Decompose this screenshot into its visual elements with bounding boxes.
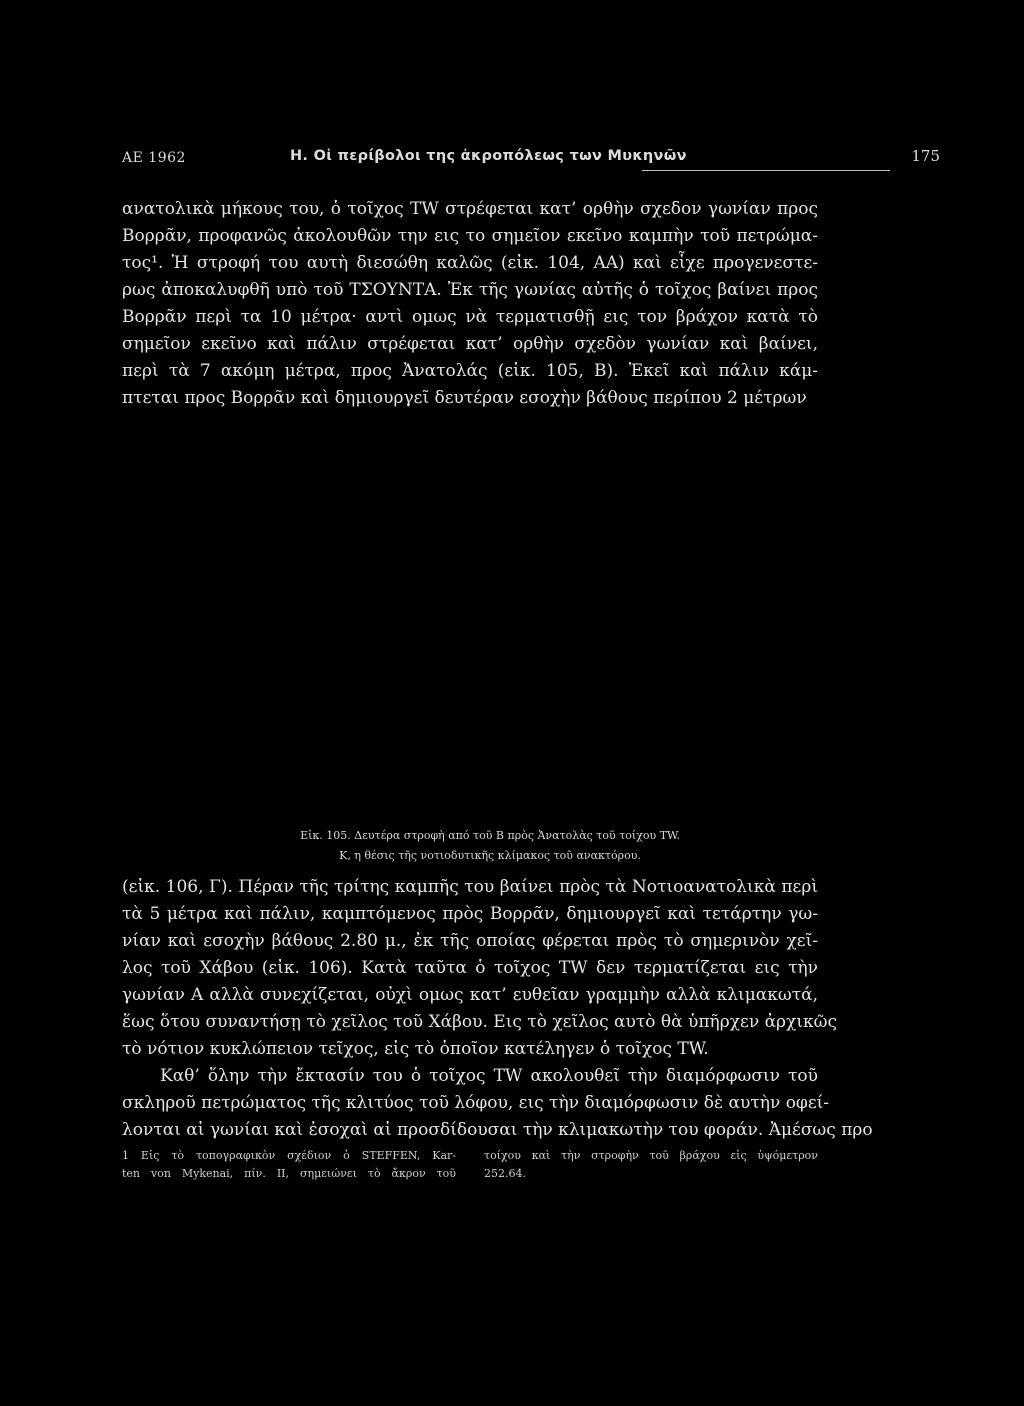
footnote-column-left — [122, 1147, 456, 1183]
body-text-bottom — [122, 874, 873, 1144]
footnote-line: τοίχου καὶ τὴν στροφὴν τοῦ βράχου εἰς ὑψόμετρον — [484, 1149, 818, 1162]
page-number: 175 — [911, 147, 940, 165]
text-line: (εἰκ. 106, Γ). Πέραν τῆς τρίτης καμπῆς του βαίνει πρὸς τὰ Νοτιοανατολικὰ περὶ — [122, 877, 818, 897]
text-line: σκληροῦ πετρώματος τῆς κλιτύος τοῦ λόφου, εις τὴν διαμόρφωσιν δὲ αυτὴν οφεί- — [122, 1093, 830, 1113]
running-title: Η. Οἱ περίβολοι της ἀκροπόλεως των Μυκηνῶν — [290, 148, 687, 164]
text-line: ἕως ὅτου συναντήσῃ τὸ χεῖλος τοῦ Χάβου. Εις τὸ χεῖλος αυτὸ θὰ ὑπῆρχεν ἀρχικῶς — [122, 1012, 838, 1032]
text-line: ρως ἀποκαλυφθῆ υπὸ τοῦ ΤΣΟΥΝΤΑ. Ἐκ τῆς γωνίας αὐτῆς ὁ τοῖχος βαίνει προς — [122, 280, 818, 300]
text-line: περὶ τὰ 7 ακόμη μέτρα, προς Ἀνατολάς (εἰκ. 105, Β). Ἐκεῖ καὶ πάλιν κάμ- — [122, 361, 818, 381]
text-line: πτεται προς Βορρᾶν καὶ δημιουργεῖ δευτέραν εσοχὴν βάθους περίπου 2 μέτρων — [122, 388, 807, 408]
caption-line: Εἰκ. 105. Δευτέρα στροφὴ από τοῦ Β πρὸς Ἀνατολὰς τοῦ τοίχου TW. — [300, 829, 680, 842]
running-header — [122, 147, 940, 172]
text-line: τος¹. Ἡ στροφή του αυτὴ διεσώθη καλῶς (εἰκ. 104, ΑΑ) καὶ εἶχε προγενεστε- — [122, 253, 818, 273]
text-line: Βορρᾶν, προφανῶς ἀκολουθῶν την εις το σημεῖον εκεῖνο καμπὴν τοῦ πετρώμα- — [122, 226, 818, 246]
text-line: τὰ 5 μέτρα καὶ πάλιν, καμπτόμενος πρὸς Βορρᾶν, δημιουργεῖ καὶ τετάρτην γω- — [122, 904, 818, 924]
body-text-top — [122, 196, 818, 412]
caption-line: Κ, η θέσις τῆς νοτιοδυτικῆς κλίμακος τοῦ ανακτόρου. — [339, 849, 641, 862]
text-line: λος τοῦ Χάβου (εἰκ. 106). Κατὰ ταῦτα ὁ τοῖχος TW δεν τερματίζεται εις τὴν — [122, 958, 818, 978]
text-line: νίαν καὶ εσοχὴν βάθους 2.80 μ., ἐκ τῆς οποίας φέρεται πρὸς τὸ σημερινὸν χεῖ- — [122, 931, 818, 951]
footnote-column-right — [484, 1147, 818, 1183]
journal-label: ΑΕ 1962 — [122, 150, 186, 166]
figure-105-image — [122, 412, 818, 812]
text-line: τὸ νότιον κυκλώπειον τεῖχος, εἰς τὸ ὁποῖον κατέληγεν ὁ τοῖχος TW. — [122, 1039, 709, 1059]
text-line: ανατολικὰ μήκους του, ὁ τοῖχος TW στρέφεται κατ’ ορθὴν σχεδον γωνίαν προς — [122, 199, 818, 219]
footnote-line: 252.64. — [484, 1167, 526, 1180]
text-line: γωνίαν Α αλλὰ συνεχίζεται, οὐχὶ ομως κατ’ ευθεῖαν γραμμὴν αλλὰ κλιμακωτά, — [122, 985, 818, 1005]
header-rule — [642, 170, 890, 171]
text-line: λονται αἱ γωνίαι καὶ ἐσοχαὶ αἱ προσδίδουσαι τὴν κλιμακωτὴν του φοράν. Ἀμέσως προ — [122, 1120, 873, 1140]
figure-caption — [230, 826, 750, 866]
text-line: Βορρᾶν περὶ τα 10 μέτρα· αντὶ ομως νὰ τερματισθῇ εις τον βράχον κατὰ τὸ — [122, 307, 818, 327]
footnote-line: 1 Εἰς τὸ τοπογραφικὸν σχέδιον ὁ STEFFEN, Kar- — [122, 1149, 456, 1162]
footnote-line: ten von Mykenai, πίν. II, σημειώνει τὸ ἄκρον τοῦ — [122, 1167, 456, 1180]
text-line: σημεῖον εκεῖνο καὶ πάλιν στρέφεται κατ’ ορθὴν σχεδὸν γωνίαν καὶ βαίνει, — [122, 334, 818, 354]
text-line: Καθ’ ὅλην τὴν ἔκτασίν του ὁ τοῖχος TW ακολουθεῖ τὴν διαμόρφωσιν τοῦ — [160, 1066, 818, 1086]
